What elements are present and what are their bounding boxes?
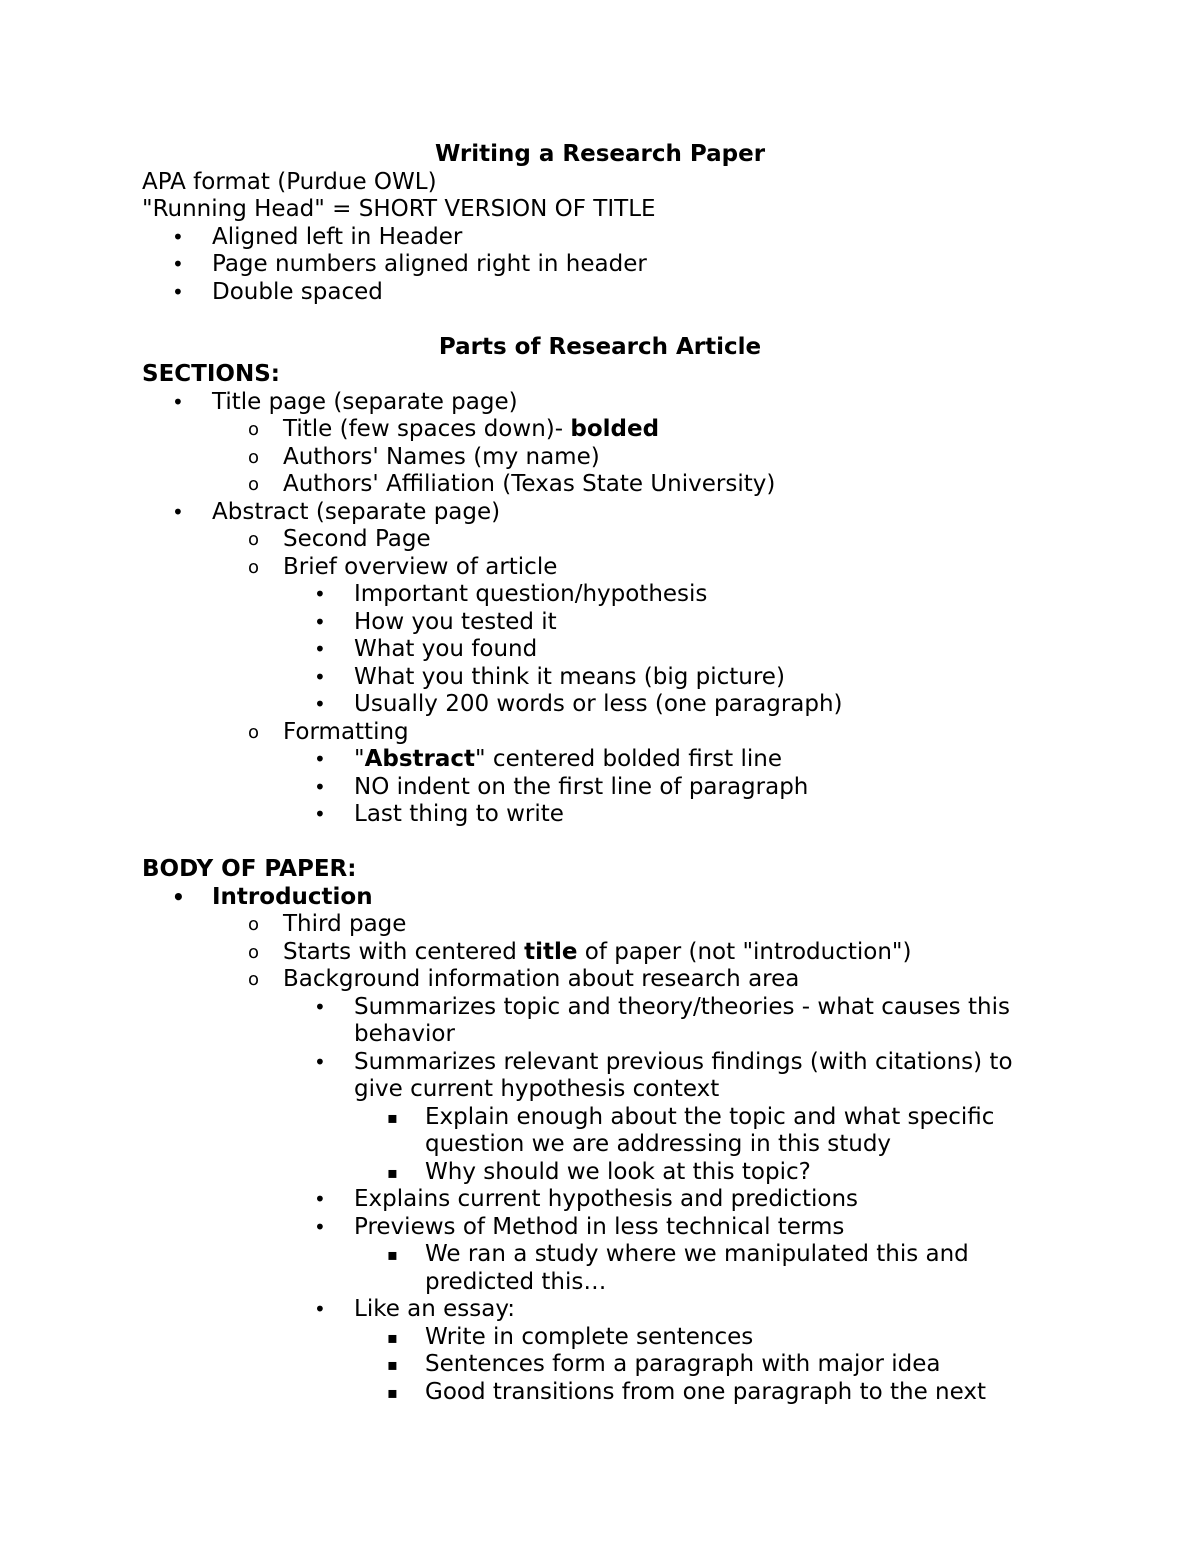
list-item: • Summarizes topic and theory/theories - what causes this bbox=[314, 993, 1010, 1020]
apa-format-line: APA format (Purdue OWL) bbox=[142, 168, 437, 195]
list-item: o Authors' Names (my name) bbox=[248, 443, 600, 470]
circle-bullet-icon: o bbox=[248, 969, 260, 990]
list-item: • Title page (separate page) bbox=[172, 388, 518, 415]
list-item: • Page numbers aligned right in header bbox=[172, 251, 647, 277]
list-item-continuation: question we are addressing in this study bbox=[425, 1131, 892, 1157]
list-item: o Formatting bbox=[248, 718, 409, 745]
sections-label: SECTIONS: bbox=[142, 361, 280, 387]
bullet-icon: • bbox=[314, 1297, 326, 1321]
list-item: o Title (few spaces down)- bolded bbox=[248, 416, 660, 442]
list-item: • Usually 200 words or less (one paragraph) bbox=[314, 691, 843, 717]
list-item: • Double spaced bbox=[172, 278, 383, 305]
list-item: ▪ Why should we look at this topic? bbox=[387, 1158, 811, 1185]
circle-bullet-icon: o bbox=[248, 941, 260, 963]
list-item: ▪ Sentences form a paragraph with major idea bbox=[387, 1351, 941, 1377]
circle-bullet-icon: o bbox=[248, 556, 260, 578]
list-item: • How you tested it bbox=[314, 608, 557, 635]
bullet-icon: • bbox=[172, 389, 184, 414]
list-item: o Starts with centered title of paper (not "introduction") bbox=[248, 938, 912, 965]
running-head-line: "Running Head" = SHORT VERSION OF TITLE bbox=[142, 196, 656, 222]
circle-bullet-icon: o bbox=[248, 721, 260, 743]
bullet-icon: • bbox=[172, 279, 184, 304]
list-item: o Second Page bbox=[248, 526, 431, 552]
circle-bullet-icon: o bbox=[248, 529, 260, 550]
square-bullet-icon: ▪ bbox=[387, 1327, 398, 1347]
list-item: • "Abstract" centered bolded first line bbox=[314, 746, 782, 772]
list-item: ▪ Explain enough about the topic and what specific bbox=[387, 1103, 995, 1130]
list-item: • NO indent on the first line of paragraph bbox=[314, 773, 809, 800]
list-item: • Summarizes relevant previous findings (with citations) to bbox=[314, 1048, 1013, 1075]
bullet-icon: • bbox=[314, 664, 326, 689]
list-item: • Last thing to write bbox=[314, 801, 564, 827]
circle-bullet-icon: o bbox=[248, 446, 260, 468]
list-item: ▪ We ran a study where we manipulated this and bbox=[387, 1241, 969, 1267]
list-item-continuation: predicted this… bbox=[425, 1268, 607, 1295]
square-bullet-icon: ▪ bbox=[387, 1245, 398, 1264]
bullet-icon: • bbox=[314, 637, 326, 661]
body-label: BODY OF PAPER: bbox=[142, 856, 357, 882]
list-item: ▪ Write in complete sentences bbox=[387, 1323, 754, 1350]
bullet-icon: • bbox=[314, 774, 326, 799]
bullet-icon: • bbox=[314, 1214, 326, 1239]
bullet-icon: • bbox=[172, 252, 184, 276]
list-item: • Like an essay: bbox=[314, 1296, 516, 1322]
bullet-icon: • bbox=[314, 609, 326, 634]
bullet-icon: • bbox=[314, 1187, 326, 1211]
bullet-icon: • bbox=[172, 884, 185, 909]
list-item: • What you found bbox=[314, 636, 538, 662]
bullet-icon: • bbox=[314, 747, 326, 771]
list-item: • Previews of Method in less technical terms bbox=[314, 1213, 845, 1240]
bullet-icon: • bbox=[314, 1049, 326, 1074]
list-item-continuation: give current hypothesis context bbox=[354, 1076, 720, 1102]
square-bullet-icon: ▪ bbox=[387, 1355, 398, 1374]
list-item: o Background information about research area bbox=[248, 966, 800, 992]
list-item: o Third page bbox=[248, 911, 407, 937]
bullet-icon: • bbox=[314, 582, 326, 606]
page-title: Writing a Research Paper bbox=[434, 141, 766, 167]
parts-heading: Parts of Research Article bbox=[438, 333, 762, 360]
list-item: • What you think it means (big picture) bbox=[314, 663, 785, 690]
document-body bbox=[142, 141, 1042, 1406]
bullet-icon: • bbox=[314, 802, 326, 826]
square-bullet-icon: ▪ bbox=[387, 1162, 398, 1182]
list-item: • Explains current hypothesis and predictions bbox=[314, 1186, 859, 1212]
square-bullet-icon: ▪ bbox=[387, 1382, 398, 1402]
list-item: o Brief overview of article bbox=[248, 553, 558, 580]
list-item: • Introduction bbox=[172, 883, 373, 910]
circle-bullet-icon: o bbox=[248, 474, 260, 495]
circle-bullet-icon: o bbox=[248, 914, 260, 935]
square-bullet-icon: ▪ bbox=[387, 1107, 398, 1127]
list-item: • Aligned left in Header bbox=[172, 223, 463, 250]
circle-bullet-icon: o bbox=[248, 419, 260, 440]
list-item: o Authors' Affiliation (Texas State University) bbox=[248, 471, 776, 497]
list-item-continuation: behavior bbox=[354, 1021, 455, 1047]
bullet-icon: • bbox=[172, 499, 184, 524]
list-item: ▪ Good transitions from one paragraph to the next bbox=[387, 1378, 986, 1405]
bullet-icon: • bbox=[314, 692, 326, 716]
bullet-icon: • bbox=[172, 224, 184, 249]
bullet-icon: • bbox=[314, 994, 326, 1019]
list-item: • Important question/hypothesis bbox=[314, 581, 708, 607]
list-item: • Abstract (separate page) bbox=[172, 498, 501, 525]
